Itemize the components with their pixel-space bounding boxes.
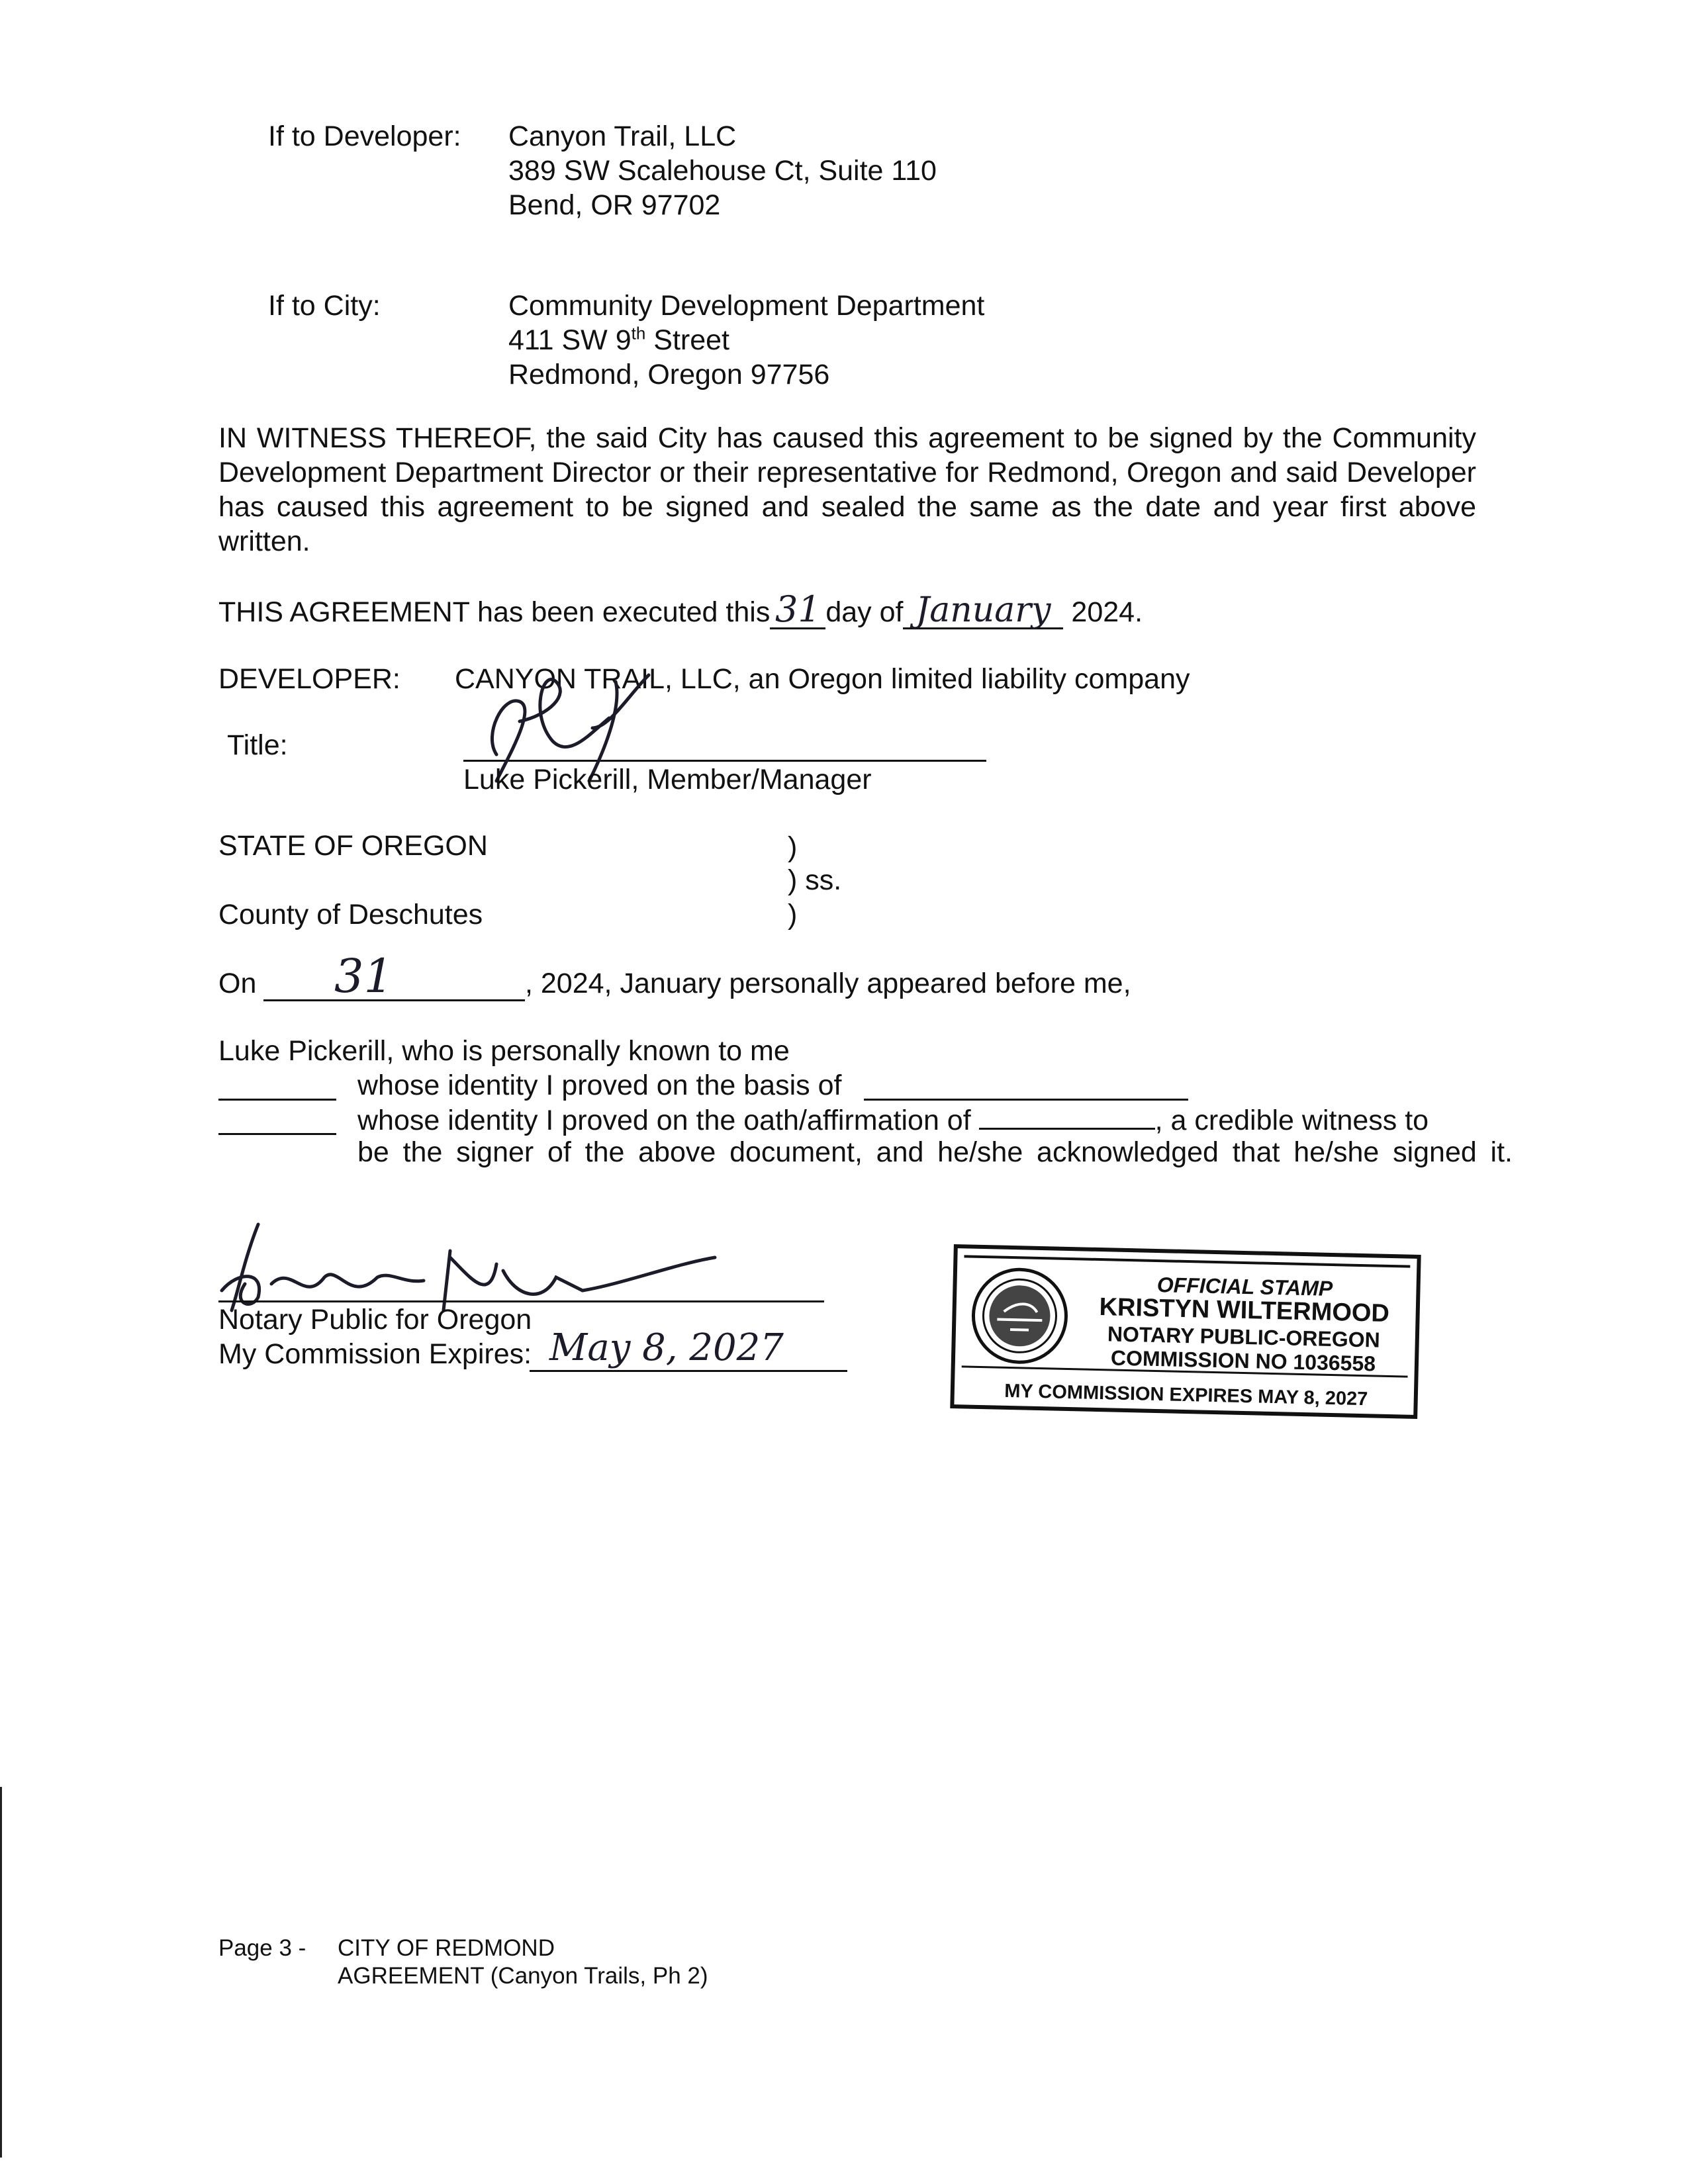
- execution-day-handwritten: 31: [774, 588, 821, 630]
- city-address-line2: Redmond, Oregon 97756: [508, 359, 830, 390]
- notary-on-day-handwritten: 31: [334, 949, 394, 1003]
- option1-basis-blank: [864, 1099, 1188, 1101]
- developer-address-line1: 389 SW Scalehouse Ct, Suite 110: [508, 155, 937, 187]
- city-address-line1: 411 SW 9th Street: [508, 323, 729, 356]
- commission-expires-line: [530, 1370, 847, 1372]
- notary-state: STATE OF OREGON: [218, 830, 488, 862]
- title-label: Title:: [227, 729, 288, 761]
- notary-on-label: On: [218, 968, 257, 999]
- notary-public-label: Notary Public for Oregon: [218, 1304, 532, 1336]
- city-notice-label: If to City:: [268, 290, 381, 322]
- notary-paren-top: ): [788, 831, 798, 863]
- witness-paragraph: IN WITNESS THEREOF, the said City has caused this agreement to be signed by the Community Development Department Director or their representative for Redmond, Oregon and said Developer has caused this agreement to be signed and sealed the same as the date and year first above written.: [218, 422, 1476, 557]
- commission-expires-handwritten: May 8, 2027: [549, 1326, 784, 1369]
- signer-name-title: Luke Pickerill, Member/Manager: [463, 764, 872, 796]
- option1-blank: [218, 1099, 336, 1101]
- notary-option1: whose identity I proved on the basis of: [357, 1069, 842, 1101]
- state-seal-icon: [970, 1266, 1070, 1366]
- witness-name-blank: [979, 1101, 1155, 1130]
- notary-acknowledgment: be the signer of the above document, and he/she acknowledged that he/she signed it.: [357, 1136, 1513, 1168]
- stamp-title: OFFICIAL STAMP: [1156, 1273, 1333, 1301]
- developer-company: CANYON TRAIL, LLC, an Oregon limited liability company: [455, 663, 1190, 695]
- notary-ss: ) ss.: [788, 864, 842, 896]
- developer-name: Canyon Trail, LLC: [508, 120, 737, 152]
- execution-month-handwritten: January: [915, 590, 1051, 630]
- stamp-expiration: MY COMMISSION EXPIRES MAY 8, 2027: [1004, 1380, 1368, 1410]
- notary-option2: whose identity I proved on the oath/affirmation of , a credible witness to: [357, 1101, 1429, 1138]
- stamp-commission-number: COMMISSION NO 1036558: [1110, 1345, 1376, 1376]
- notary-county: County of Deschutes: [218, 899, 483, 931]
- notary-person: Luke Pickerill, who is personally known to me: [218, 1035, 790, 1067]
- footer-page-number: Page 3 -: [218, 1935, 306, 1961]
- developer-label: DEVELOPER:: [218, 663, 400, 695]
- stamp-notary-name: KRISTYN WILTERMOOD: [1099, 1293, 1390, 1328]
- notary-on-day-line: [263, 999, 525, 1001]
- commission-expires-label: My Commission Expires:: [218, 1338, 532, 1370]
- notary-paren-bottom: ): [788, 899, 798, 931]
- scan-edge-mark: [0, 1787, 2, 2158]
- city-department-name: Community Development Department: [508, 290, 985, 322]
- official-notary-stamp: [950, 1244, 1421, 1419]
- developer-notice-label: If to Developer:: [268, 120, 461, 152]
- option2-blank: [218, 1133, 336, 1135]
- footer-line2: AGREEMENT (Canyon Trails, Ph 2): [338, 1963, 708, 1989]
- footer-line1: CITY OF REDMOND: [338, 1935, 555, 1961]
- notary-on-rest: , 2024, January personally appeared before me,: [525, 968, 1131, 999]
- execution-line: THIS AGREEMENT has been executed this 31 day of January 2024.: [218, 588, 1143, 630]
- stamp-notary-public: NOTARY PUBLIC-OREGON: [1107, 1322, 1381, 1352]
- developer-address-line2: Bend, OR 97702: [508, 189, 721, 221]
